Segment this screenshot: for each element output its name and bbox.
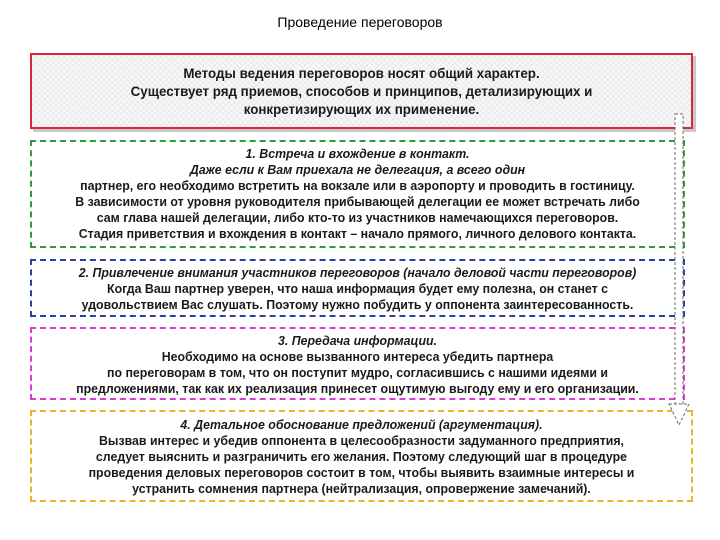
step-4-box <box>30 410 693 502</box>
step-1-line: партнер, его необходимо встретить на вокзале или в аэропорту и проводить в гостиницу. <box>80 179 635 193</box>
step-1-line: В зависимости от уровня руководителя прибывающей делегации ее может встречать либо <box>75 195 640 209</box>
step-4-line: проведения деловых переговоров состоит в том, чтобы выявить взаимные интересы и <box>88 466 635 480</box>
step-3-line: предложениями, так как их реализация принесет ощутимую выгоду ему и его организации. <box>76 382 639 396</box>
step-2-box <box>30 259 685 317</box>
step-1-heading: 1. Встреча и вхождение в контакт. <box>245 147 470 161</box>
step-3-line: Необходимо на основе вызванного интереса убедить партнера <box>161 350 554 364</box>
intro-line: Методы ведения переговоров носят общий характер. <box>183 66 540 81</box>
step-3-line: по переговорам в том, что он поступит мудро, согласившись с нашими идеями и <box>107 366 608 380</box>
intro-line: конкретизирующих их применение. <box>243 102 480 117</box>
step-2-line: Когда Ваш партнер уверен, что наша информация будет ему полезна, он станет с <box>107 282 608 296</box>
step-1-line: Даже если к Вам приехала не делегация, а всего один <box>189 163 526 177</box>
flow-arrow-icon <box>668 114 690 426</box>
step-1-box <box>30 140 685 248</box>
step-3-heading: 3. Передача информации. <box>278 334 437 348</box>
intro-box <box>30 53 693 129</box>
page-title: Проведение переговоров <box>277 14 443 30</box>
step-3-box <box>30 327 685 400</box>
intro-line: Существует ряд приемов, способов и принципов, детализирующих и <box>130 84 593 99</box>
step-4-line: Вызвав интерес и убедив оппонента в целесообразности задуманного предприятия, <box>99 434 624 448</box>
step-1-line: Стадия приветствия и вхождения в контакт – начало прямого, личного делового контакта. <box>78 227 637 241</box>
step-2-line: удовольствием Вас слушать. Поэтому нужно побудить у оппонента заинтересованность. <box>81 298 634 312</box>
step-4-heading: 4. Детальное обоснование предложений (аргументация). <box>180 418 543 432</box>
step-2-heading: 2. Привлечение внимания участников переговоров (начало деловой части переговоров) <box>78 266 637 280</box>
step-4-line: следует выяснить и разграничить его желания. Поэтому следующий шаг в процедуре <box>95 450 628 464</box>
step-1-line: сам глава нашей делегации, либо кто-то из участников намечающихся переговоров. <box>96 211 619 225</box>
step-4-line: устранить сомнения партнера (нейтрализация, опровержение замечаний). <box>132 482 591 496</box>
